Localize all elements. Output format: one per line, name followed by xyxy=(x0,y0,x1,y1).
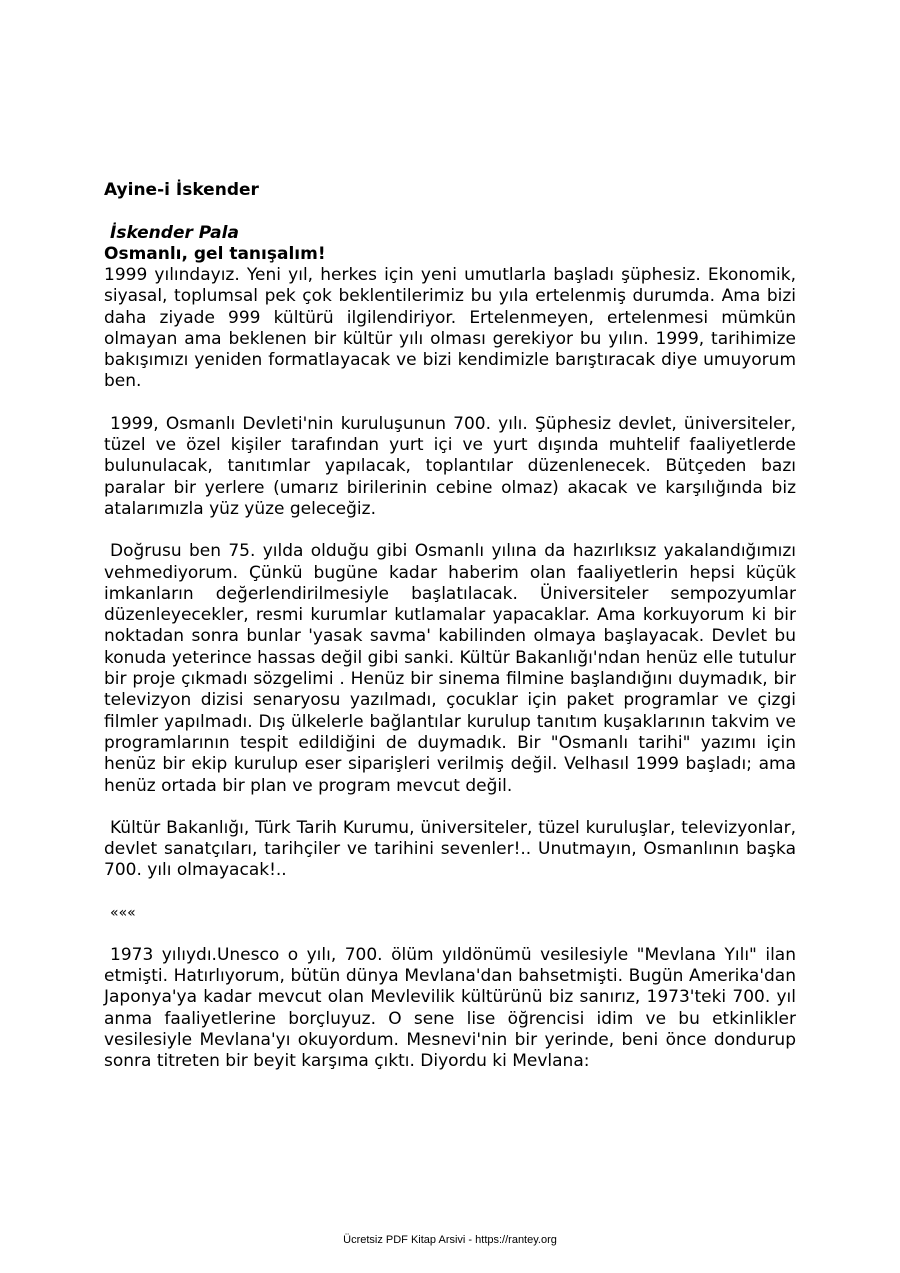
paragraph-5: 1973 yılıydı.Unesco o yılı, 700. ölüm yıldönümü vesilesiyle "Mevlana Yılı" ilan etmişti. Hatırlıyorum, bütün dünya Mevlana'dan bahsetmişti. Bugün Amerika'dan Japonya'ya kadar mevcut olan Mevlevilik kültürünü biz sanırız, 1973'teki 700. yıl anma faaliyetlerine borçluyuz. O sene lise öğrencisi idim ve bu etkinlikler vesilesiyle Mevlana'yı okuyordum. Mesnevi'nin bir yerinde, beni önce dondurup sonra titreten bir beyit karşıma çıktı. Diyordu ki Mevlana: xyxy=(104,944,796,1072)
paragraph-4: Kültür Bakanlığı, Türk Tarih Kurumu, üniversiteler, tüzel kuruluşlar, televizyonlar, devlet sanatçıları, tarihçiler ve tarihini sevenler!.. Unutmayın, Osmanlının başka 700. yılı olmayacak!.. xyxy=(104,817,796,881)
article-subtitle: Osmanlı, gel tanışalım! xyxy=(104,244,326,264)
paragraph-2: 1999, Osmanlı Devleti'nin kuruluşunun 700. yılı. Şüphesiz devlet, üniversiteler, tüzel ve özel kişiler tarafından yurt içi ve yurt dışında muhtelif faaliyetlerde bulunulacak, tanıtımlar yapılacak, toplantılar düzenlenecek. Bütçeden bazı paralar bir yerlere (umarız birilerinin cebine olmaz) akacak ve karşılığında biz atalarımızla yüz yüze geleceğiz. xyxy=(104,413,796,519)
page-title: Ayine-i İskender xyxy=(104,180,259,200)
section-separator: ««« xyxy=(110,904,136,921)
page-footer: Ücretsiz PDF Kitap Arsivi - https://rantey.org xyxy=(343,1234,557,1246)
paragraph-3: Doğrusu ben 75. yılda olduğu gibi Osmanlı yılına da hazırlıksız yakalandığımızı vehmediyorum. Çünkü bugüne kadar haberim olan faaliyetlerin hepsi küçük imkanların değerlendirilmesiyle başlatılacak. Üniversiteler sempozyumlar düzenleyecekler, resmi kurumlar kutlamalar yapacaklar. Ama korkuyorum ki bir noktadan sonra bunlar 'yasak savma' kabilinden olmaya başlayacak. Devlet bu konuda yeterince hassas değil gibi sanki. Kültür Bakanlığı'ndan henüz elle tutulur bir proje çıkmadı sözgelimi . Henüz bir sinema filmine başlandığını duymadık, bir televizyon dizisi senaryosu yazılmadı, çocuklar için paket programlar ve çizgi filmler yapılmadı. Dış ülkelerle bağlantılar kurulup tanıtım kuşaklarının takvim ve programlarının tespit edildiğini de duymadık. Bir "Osmanlı tarihi" yazımı için henüz bir ekip kurulup eser siparişleri verilmiş değil. Velhasıl 1999 başladı; ama henüz ortada bir plan ve program mevcut değil. xyxy=(104,541,796,796)
paragraph-1: 1999 yılındayız. Yeni yıl, herkes için yeni umutlarla başladı şüphesiz. Ekonomik, siyasal, toplumsal pek çok beklentilerimiz bu yıla ertelenmiş durumda. Ama bizi daha ziyade 999 kültürü ilgilendiriyor. Ertelenmeyen, ertelenmesi mümkün olmayan ama beklenen bir kültür yılı olması gerekiyor bu yılın. 1999, tarihimize bakışımızı yeniden formatlayacak ve bizi kendimizle barıştıracak diye umuyorum ben. xyxy=(104,265,796,392)
author-name: İskender Pala xyxy=(110,223,239,243)
document-page xyxy=(104,178,796,1094)
